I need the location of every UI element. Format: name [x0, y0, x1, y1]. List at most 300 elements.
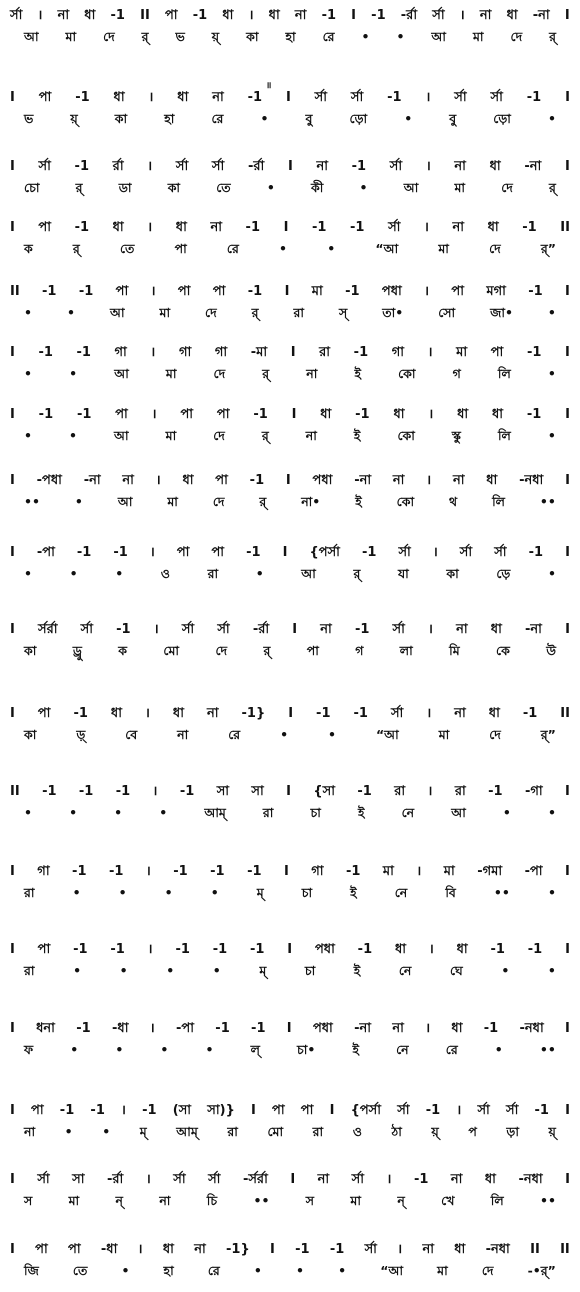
lyric-syllable: •	[266, 180, 275, 195]
lyric-syllable: দে	[212, 494, 225, 509]
notation-line	[10, 1240, 570, 1280]
lyric-syllable: কো	[398, 366, 416, 381]
lyric-syllable: মা	[65, 29, 77, 44]
lyric-syllable: কা	[24, 643, 37, 658]
lyric-syllable: না	[177, 727, 189, 742]
swara-note: -1	[215, 1021, 230, 1036]
lyric-syllable: চি	[206, 1193, 218, 1208]
swara-note: -র্রা	[247, 159, 265, 174]
swara-row	[10, 543, 570, 563]
swara-note: না	[206, 706, 219, 721]
swara-note: I	[286, 784, 291, 799]
swara-note: -1	[76, 1021, 91, 1036]
swara-note: -নধা	[518, 1172, 543, 1187]
lyric-syllable: ই	[353, 428, 361, 443]
lyric-syllable: তা•	[382, 305, 404, 320]
swara-note: -1	[108, 864, 124, 879]
notation-line	[10, 471, 570, 511]
swara-note: -1	[522, 706, 538, 721]
swara-note: ।	[428, 622, 433, 637]
swara-note: I	[283, 864, 289, 879]
lyric-row	[10, 1041, 570, 1059]
swara-note: ধা	[488, 706, 500, 721]
lyric-syllable: স	[305, 1193, 315, 1208]
lyric-syllable: ড্রু	[72, 643, 82, 658]
notation-line	[10, 6, 570, 46]
lyric-syllable: •	[296, 1263, 305, 1278]
swara-note: -1	[179, 784, 195, 799]
swara-note: I	[565, 545, 570, 560]
swara-note: না	[452, 220, 465, 235]
lyric-syllable: লি	[490, 1193, 504, 1208]
swara-note: না	[122, 473, 134, 488]
swara-row	[10, 1240, 570, 1260]
swara-note: র্সা	[364, 1242, 377, 1257]
swara-note: -1	[73, 942, 88, 957]
swara-note: II	[560, 220, 570, 235]
swara-note: র্সা	[351, 1172, 365, 1187]
swara-note: রা	[319, 345, 331, 360]
swara-note: ।	[425, 1021, 431, 1036]
swara-note: র্সা	[208, 1172, 221, 1187]
swara-note: -না	[354, 1021, 372, 1036]
swara-note: মা	[456, 345, 468, 360]
swara-note: -গা	[524, 784, 543, 799]
swara-note: II	[530, 1242, 540, 1257]
lyric-syllable: র্	[251, 305, 259, 320]
swara-note: -1	[354, 622, 370, 637]
lyric-syllable: •	[74, 494, 83, 509]
swara-note: I	[565, 284, 570, 299]
swara-note: র্সা	[506, 1103, 519, 1118]
lyric-syllable: মা	[454, 180, 466, 195]
swara-note: রা	[454, 784, 466, 799]
lyric-syllable: ঠা	[391, 1124, 402, 1139]
lyric-syllable: •	[359, 180, 368, 195]
lyric-syllable: পা	[306, 643, 319, 658]
lyric-syllable: ••	[493, 885, 510, 900]
swara-note: র্সর্রা	[37, 622, 58, 637]
lyric-syllable: রা	[24, 963, 35, 978]
swara-note: মা	[311, 284, 323, 299]
swara-note: (সা	[172, 1103, 192, 1118]
lyric-syllable: ড়্	[76, 727, 86, 742]
swara-note: I	[251, 1103, 256, 1118]
swara-note: ।	[425, 159, 431, 174]
swara-note: -পা	[176, 1021, 194, 1036]
lyric-syllable: মি	[449, 643, 460, 658]
swara-note: I	[565, 622, 570, 637]
lyric-syllable: তে	[216, 180, 231, 195]
lyric-syllable: চা	[304, 963, 316, 978]
swara-row	[10, 157, 570, 177]
lyric-syllable: •	[205, 1042, 214, 1057]
swara-note: ।	[424, 220, 429, 235]
lyric-syllable: •	[69, 366, 78, 381]
swara-row	[10, 88, 570, 108]
lyric-syllable: র্	[261, 428, 269, 443]
swara-note: -1	[42, 284, 57, 299]
lyric-syllable: আ	[431, 29, 447, 44]
lyric-syllable: ন্	[397, 1193, 405, 1208]
lyric-syllable: রা	[207, 566, 219, 581]
swara-note: -1	[345, 284, 360, 299]
swara-note: ।	[150, 345, 156, 360]
swara-row	[10, 218, 570, 238]
swara-note: I	[282, 545, 288, 560]
notation-line	[10, 343, 570, 383]
lyric-syllable: ফ	[24, 1042, 34, 1057]
swara-note: ধা	[451, 1021, 463, 1036]
swara-note: না	[392, 1021, 404, 1036]
lyric-syllable: •	[121, 1263, 130, 1278]
swara-note: মগা	[486, 284, 506, 299]
lyric-syllable: •	[24, 566, 32, 581]
swara-note: ।	[152, 784, 158, 799]
notation-line	[10, 1170, 570, 1210]
lyric-syllable: আ	[451, 805, 466, 820]
swara-note: ।	[428, 942, 434, 957]
lyric-syllable: মা	[350, 1193, 361, 1208]
swara-note: -1	[74, 220, 90, 235]
swara-note: -মা	[250, 345, 268, 360]
swara-note: র্সা	[10, 8, 23, 23]
swara-note: -1	[249, 473, 265, 488]
swara-note: -পা	[36, 545, 55, 560]
swara-note: সা	[251, 784, 264, 799]
lyric-syllable: কা	[114, 111, 128, 126]
swara-note: -নধা	[519, 1021, 544, 1036]
lyric-syllable: •	[404, 111, 413, 126]
lyric-syllable: মা	[167, 494, 178, 509]
swara-note: পা	[216, 407, 230, 422]
swara-note: I	[286, 1021, 292, 1036]
swara-note: র্সা	[181, 622, 195, 637]
swara-note: -নধা	[519, 473, 544, 488]
swara-note: পধা	[312, 473, 333, 488]
swara-note: -1	[38, 345, 53, 360]
lyric-syllable: বে	[125, 727, 138, 742]
swara-note: -1	[413, 1172, 429, 1187]
lyric-syllable: লা	[399, 643, 413, 658]
lyric-syllable: মা	[437, 1263, 448, 1278]
lyric-syllable: দে	[213, 366, 226, 381]
swara-note: I	[565, 473, 570, 488]
swara-note: ।	[121, 1103, 126, 1118]
swara-note: না	[210, 220, 222, 235]
lyric-syllable: ভ	[175, 29, 185, 44]
swara-note: ধা	[84, 8, 96, 23]
swara-note: I	[285, 90, 291, 105]
lyric-syllable: থ	[449, 494, 458, 509]
swara-note: ।	[147, 942, 153, 957]
swara-note: -1	[59, 1103, 75, 1118]
swara-note: র্সা	[217, 622, 230, 637]
swara-note: পা	[212, 284, 226, 299]
swara-note: র্সা	[211, 159, 225, 174]
swara-note: I	[10, 622, 15, 637]
notation-line	[10, 940, 570, 980]
swara-note: -1	[312, 220, 327, 235]
lyric-syllable: জা•	[490, 305, 513, 320]
swara-note: -1	[250, 942, 265, 957]
lyric-row	[10, 493, 570, 511]
lyric-syllable: মা	[472, 29, 484, 44]
swara-note: র্সা	[397, 1103, 410, 1118]
lyric-syllable: •	[494, 1042, 503, 1057]
lyric-syllable: মা	[165, 366, 177, 381]
swara-note: -1	[78, 784, 94, 799]
lyric-syllable: •	[547, 366, 556, 381]
lyric-syllable: র্”	[540, 241, 556, 256]
swara-note: ধা	[113, 90, 125, 105]
swara-note: -ধা	[112, 1021, 129, 1036]
lyric-syllable: •	[396, 29, 405, 44]
swara-note: র্সা	[432, 8, 445, 23]
swara-note: পা	[211, 545, 225, 560]
notation-line	[10, 1019, 570, 1059]
swara-note: -1	[116, 622, 131, 637]
swara-row	[10, 471, 570, 491]
swara-note: -না	[532, 8, 550, 23]
lyric-syllable: •	[501, 963, 510, 978]
swara-note: পা	[115, 284, 129, 299]
lyric-syllable: র্”	[540, 727, 556, 742]
lyric-syllable: ড়া	[506, 1124, 519, 1139]
swara-note: ধা	[490, 622, 502, 637]
swara-note: ধা	[394, 942, 407, 957]
lyric-syllable: প	[468, 1124, 477, 1139]
lyric-syllable: যা	[397, 566, 409, 581]
notation-line	[10, 782, 570, 822]
swara-note: I	[565, 784, 570, 799]
swara-note: ।	[150, 284, 156, 299]
swara-note: -1	[526, 345, 542, 360]
swara-note: ধা	[454, 1242, 466, 1257]
swara-note: I	[564, 8, 570, 23]
swara-note: -গমা	[477, 864, 503, 879]
lyric-syllable: না	[306, 366, 318, 381]
lyric-syllable: দে	[481, 1263, 494, 1278]
lyric-syllable: র্	[353, 566, 361, 581]
swara-note: I	[285, 473, 291, 488]
swara-note: ।	[459, 8, 465, 23]
swara-note: র্সা	[38, 159, 51, 174]
swara-note: -1	[522, 220, 537, 235]
lyric-syllable: -•র্”	[527, 1263, 556, 1278]
swara-note: পা	[164, 8, 178, 23]
lyric-syllable: •	[24, 366, 32, 381]
lyric-syllable: •	[547, 805, 556, 820]
lyric-syllable: কা	[246, 29, 259, 44]
swara-row	[10, 1101, 570, 1121]
swara-note: -1	[321, 8, 337, 23]
lyric-syllable: আ	[114, 366, 129, 381]
swara-note: -1	[192, 8, 208, 23]
lyric-syllable: •	[66, 305, 75, 320]
swara-note: ধা	[489, 159, 501, 174]
swara-note: ধা	[222, 8, 234, 23]
lyric-syllable: •	[24, 428, 32, 443]
swara-note: -1	[483, 1021, 499, 1036]
swara-note: -নধা	[485, 1242, 510, 1257]
lyric-syllable: •	[547, 963, 556, 978]
swara-note: -1	[38, 407, 54, 422]
swara-note: র্সা	[80, 622, 93, 637]
swara-note: ।	[426, 473, 432, 488]
swara-note: ধা	[177, 90, 189, 105]
swara-note: I	[10, 90, 15, 105]
lyric-syllable: পা	[174, 241, 187, 256]
swara-note: পা	[68, 1242, 81, 1257]
swara-note: ।	[137, 1242, 143, 1257]
swara-note: না	[454, 706, 466, 721]
lyric-syllable: উ	[546, 643, 556, 658]
lyric-syllable: •	[547, 566, 556, 581]
swara-note: -র্রা	[107, 1172, 124, 1187]
swara-note: ধা	[484, 1172, 496, 1187]
notation-line	[10, 862, 570, 902]
swara-note: -1	[175, 942, 190, 957]
lyric-syllable: দে	[501, 180, 513, 195]
swara-note: -1	[76, 407, 92, 422]
swara-note: ধা	[162, 1242, 174, 1257]
swara-note: I	[10, 407, 15, 422]
lyric-syllable: হা	[285, 29, 296, 44]
swara-note: I	[564, 159, 570, 174]
lyric-syllable: ই	[357, 805, 365, 820]
lyric-syllable: চা•	[297, 1042, 316, 1057]
swara-note: II	[10, 284, 20, 299]
lyric-syllable: গ	[452, 366, 461, 381]
swara-note: ।	[155, 473, 161, 488]
swara-note: -1	[247, 90, 263, 105]
swara-row	[10, 704, 570, 724]
swara-note: র্সা	[390, 706, 404, 721]
swara-note: I	[565, 90, 570, 105]
swara-note: I	[10, 1242, 15, 1257]
lyric-syllable: •	[73, 963, 82, 978]
swara-note: I	[565, 1172, 570, 1187]
lyric-row	[10, 1123, 570, 1141]
swara-note: II	[140, 8, 150, 23]
swara-note: II	[560, 706, 570, 721]
notation-line	[10, 282, 570, 322]
lyric-syllable: র্	[263, 643, 271, 658]
lyric-syllable: ••	[253, 1193, 270, 1208]
swara-note: ধা	[268, 8, 280, 23]
swara-note: ধা	[175, 220, 187, 235]
swara-note: ধা	[393, 407, 405, 422]
swara-note: -1	[528, 545, 544, 560]
lyric-syllable: লি	[497, 366, 511, 381]
lyric-syllable: দে	[205, 305, 217, 320]
swara-note: র্সা	[490, 90, 503, 105]
lyric-syllable: রে	[228, 727, 241, 742]
swara-note: -1	[527, 942, 543, 957]
swara-note: {সা	[313, 784, 335, 799]
lyric-syllable: •	[69, 805, 78, 820]
swara-row	[10, 620, 570, 640]
lyric-syllable: র্	[549, 180, 556, 195]
lyric-syllable: য়্	[431, 1124, 439, 1139]
lyric-syllable: আ	[114, 428, 129, 443]
swara-note: মা	[382, 864, 394, 879]
lyric-syllable: স	[24, 1193, 33, 1208]
lyric-syllable: •	[502, 805, 511, 820]
swara-note: পা	[300, 1103, 314, 1118]
swara-note: ।	[432, 545, 438, 560]
lyric-syllable: মা	[438, 241, 449, 256]
swara-note: -1	[247, 864, 262, 879]
lyric-syllable: •	[72, 885, 81, 900]
swara-note: -1	[316, 706, 331, 721]
lyric-syllable: ই	[355, 494, 362, 509]
swara-note: -1	[357, 784, 372, 799]
swara-note: I	[10, 706, 15, 721]
swara-note: পধা	[312, 1021, 333, 1036]
swara-note: -1	[113, 545, 128, 560]
lyric-syllable: দে	[510, 29, 523, 44]
lyric-syllable: জি	[24, 1263, 39, 1278]
swara-note: -1	[355, 407, 370, 422]
lyric-syllable: স্	[339, 305, 348, 320]
lyric-syllable: মা	[159, 305, 171, 320]
lyric-syllable: আ	[117, 494, 133, 509]
swara-note: I	[10, 345, 15, 360]
notation-line	[10, 218, 570, 258]
lyric-syllable: নে	[401, 805, 415, 820]
swara-note: ।	[424, 284, 430, 299]
swara-note: I	[10, 864, 15, 879]
lyric-syllable: কা	[446, 566, 459, 581]
lyric-syllable: য়্	[70, 111, 78, 126]
swara-note: I	[565, 407, 570, 422]
lyric-syllable: ঘে	[449, 963, 463, 978]
swara-row	[10, 282, 570, 302]
lyric-syllable: র্	[141, 29, 149, 44]
notation-line	[10, 543, 570, 583]
swara-row	[10, 1170, 570, 1190]
swara-note: -র্সর্রা	[242, 1172, 268, 1187]
swara-note: -1	[346, 864, 361, 879]
lyric-syllable: ম্	[259, 963, 267, 978]
lyric-syllable: ম্	[139, 1124, 147, 1139]
swara-note: পা	[180, 407, 194, 422]
swara-note: ।	[428, 407, 434, 422]
swara-note: না	[392, 473, 405, 488]
lyric-syllable: •	[328, 727, 337, 742]
swara-note: I	[10, 942, 15, 957]
swara-note: ধা	[487, 220, 499, 235]
lyric-syllable: রা	[227, 1124, 238, 1139]
lyric-syllable: রে	[207, 1263, 220, 1278]
lyric-syllable: ই	[353, 963, 361, 978]
swara-row	[10, 343, 570, 363]
swara-note: -1	[295, 1242, 310, 1257]
lyric-syllable: স্কু	[451, 428, 461, 443]
lyric-syllable: ••	[539, 1042, 556, 1057]
swara-note: র্সা	[37, 1172, 50, 1187]
swara-note: I	[565, 864, 570, 879]
lyric-syllable: ড়ো	[493, 111, 511, 126]
lyric-row	[10, 365, 570, 383]
lyric-syllable: আম্	[204, 805, 226, 820]
swara-note: গা	[114, 345, 127, 360]
swara-note: ।	[456, 1103, 462, 1118]
swara-note: -1	[210, 864, 225, 879]
lyric-syllable: মা	[68, 1193, 80, 1208]
